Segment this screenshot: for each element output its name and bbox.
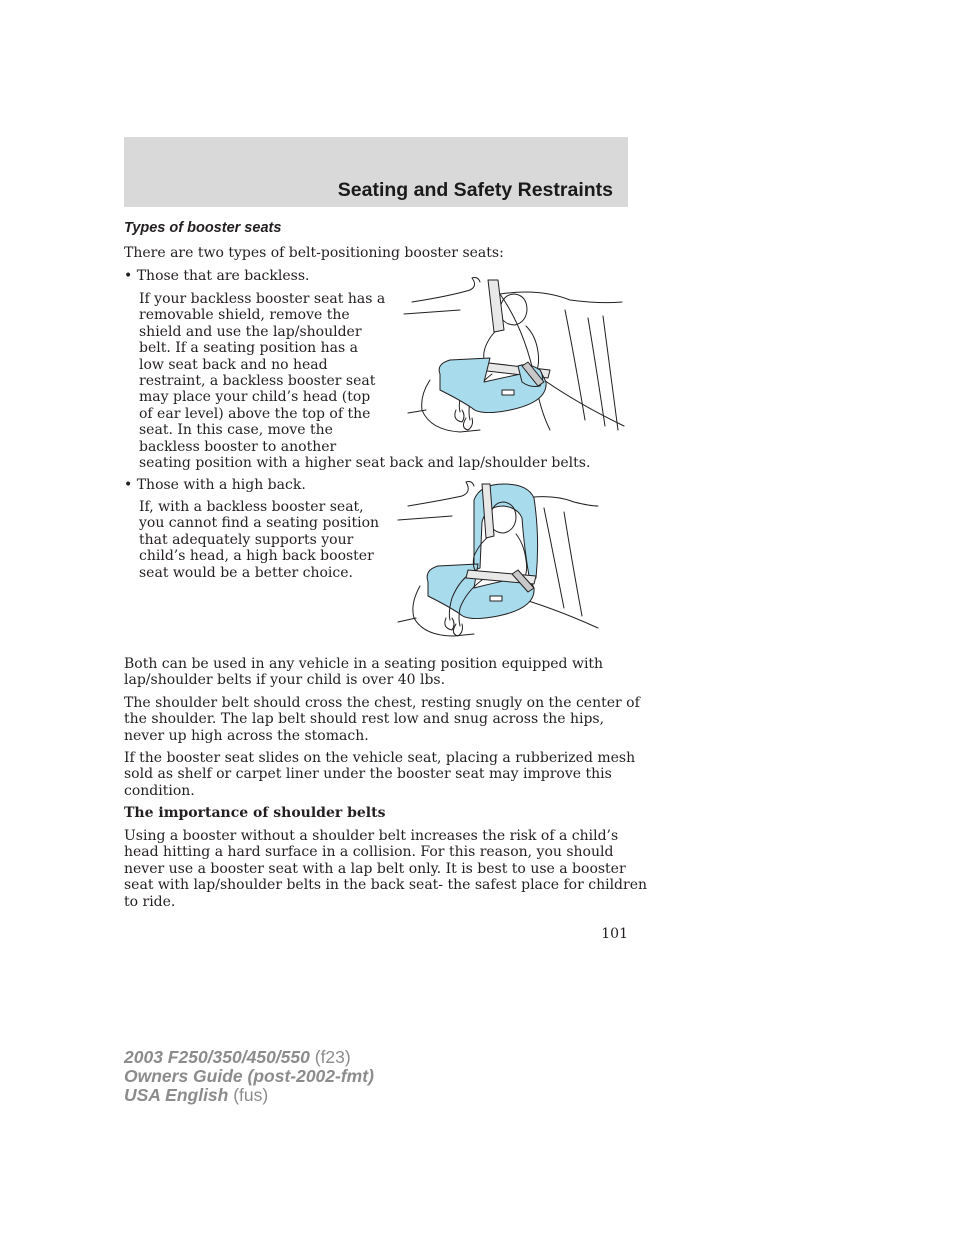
paragraph-importance: Using a booster without a shoulder belt increases the risk of a child’s head hitting a hard surface in a collision. For this reason, you should never use a booster seat with a lap belt only. It is best to use a booster seat with lap/shoulder belts in the back seat- the safest place for children to ride. [124, 828, 647, 910]
footer-line-model: 2003 F250/350/450/550 (f23) [124, 1047, 351, 1067]
highback-booster-illustration [394, 478, 600, 638]
heading-importance-of-shoulder-belts: The importance of shoulder belts [124, 805, 386, 821]
footer-line-language: USA English (fus) [124, 1085, 269, 1105]
footer-line-guide: Owners Guide (post-2002-fmt) [124, 1066, 374, 1086]
paragraph-booster-slides: If the booster seat slides on the vehicle seat, placing a rubberized mesh sold as shelf or carpet liner under the booster seat may improve this condition. [124, 750, 636, 799]
footer-document-info [124, 1048, 374, 1105]
page-number: 101 [601, 926, 628, 942]
highback-description: If, with a backless booster seat, you cannot find a seating position that adequately supports your child’s head, a high back booster seat would be a better choice. [139, 499, 380, 581]
backless-description: If your backless booster seat has a removable shield, remove the shield and use the lap/shoulder belt. If a seating position has a low seat back and no head restraint, a backless booster seat may place your child’s head (top of ear level) above the top of the seat. In this case, move the backless booster to another seating position with a higher seat back and lap/shoulder belts. [139, 291, 591, 472]
subheading-types-of-booster-seats: Types of booster seats [124, 220, 282, 236]
bullet-backless: • Those that are backless. [124, 268, 310, 284]
section-header-band [124, 137, 628, 207]
section-title: Seating and Safety Restraints [337, 179, 613, 201]
bullet-highback: • Those with a high back. [124, 477, 306, 493]
intro-text: There are two types of belt-positioning booster seats: [124, 245, 504, 261]
paragraph-both-can-be-used: Both can be used in any vehicle in a seating position equipped with lap/shoulder belts if your child is over 40 lbs. [124, 656, 604, 689]
paragraph-shoulder-belt: The shoulder belt should cross the chest, resting snugly on the center of the shoulder. The lap belt should rest low and snug across the hips, never up high across the stomach. [124, 695, 640, 744]
backless-booster-illustration [400, 270, 626, 438]
